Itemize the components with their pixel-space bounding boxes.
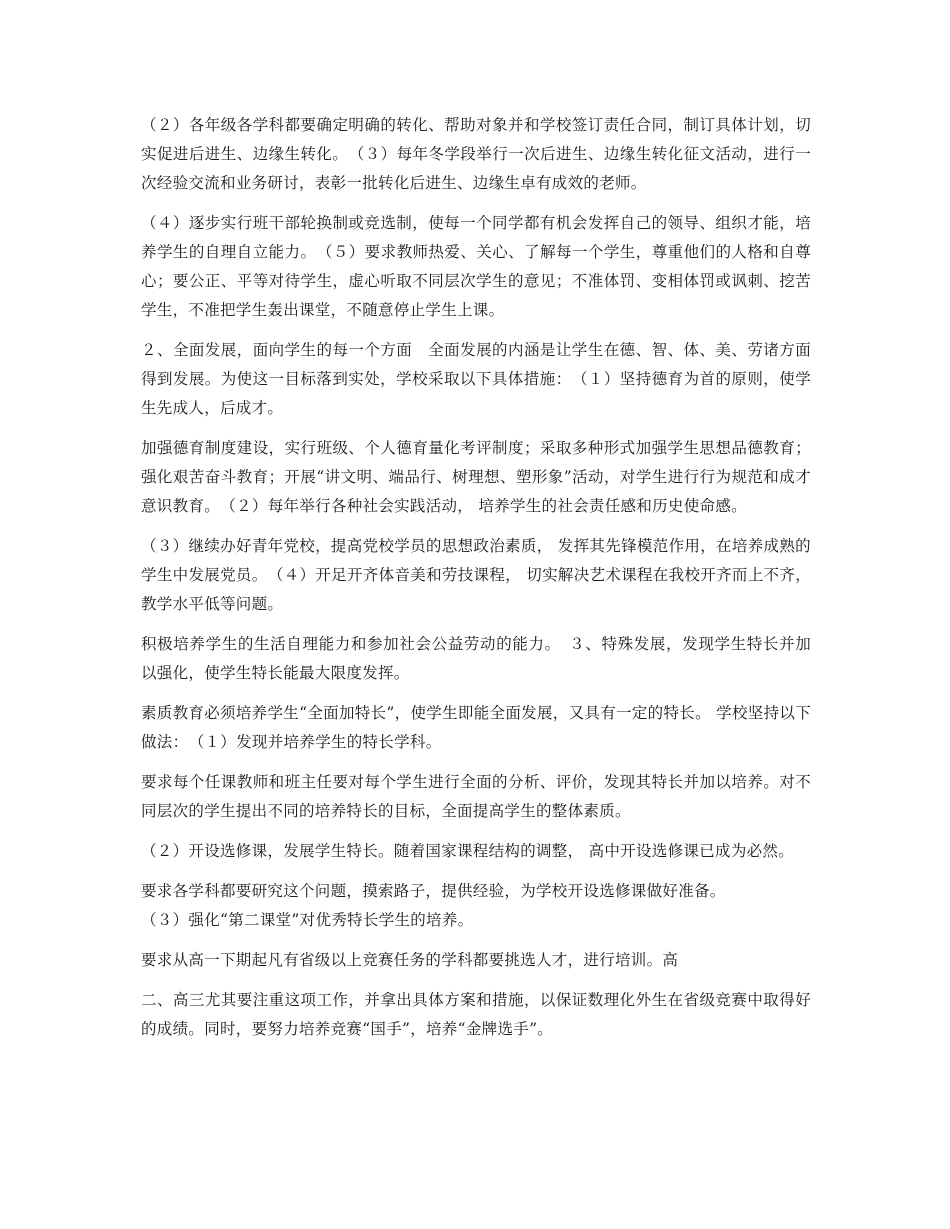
paragraph-1: （２）各年级各学科都要确定明确的转化、帮助对象并和学校签订责任合同，制订具体计划，切实促进后进生、边缘生转化。 （３）每年冬学段举行一次后进生、边缘生转化征文活动，进行一次经验交流和业务研讨，表彰一批转化后进生、边缘生卓有成效的老师。 — [141, 116, 811, 192]
paragraph-9: （２）开设选修课，发展学生特长。随着国家课程结构的调整， 高中开设选修课已成为必然。 — [141, 842, 795, 860]
document-body — [141, 111, 811, 1055]
paragraph-8: 要求每个任课教师和班主任要对每个学生进行全面的分析、评价，发现其特长并加以培养。对不同层次的学生提出不同的培养特长的目标，全面提高学生的整体素质。 — [141, 773, 811, 820]
paragraph-6: 积极培养学生的生活自理能力和参加社会公益劳动的能力。 ３、特殊发展，发现学生特长并加以强化，使学生特长能最大限度发挥。 — [141, 635, 811, 682]
paragraph-12: 要求从高一下期起凡有省级以上竞赛任务的学科都要挑选人才，进行培训。高 — [141, 951, 679, 969]
paragraph-3: ２、全面发展，面向学生的每一个方面 全面发展的内涵是让学生在德、智、体、美、劳诸方面得到发展。为使这一目标落到实处，学校采取以下具体措施： （１）坚持德育为首的原则，使学生先成人，后成才。 — [141, 341, 811, 417]
paragraph-13: 二、高三尤其要注重这项工作，并拿出具体方案和措施，以保证数理化外生在省级竞赛中取得好的成绩。同时，要努力培养竞赛“国手”，培养“金牌选手”。 — [141, 991, 811, 1038]
paragraph-7: 素质教育必须培养学生“全面加特长”，使学生即能全面发展，又具有一定的特长。 学校坚持以下做法： （１）发现并培养学生的特长学科。 — [141, 704, 811, 751]
paragraph-11: （３）强化“第二课堂”对优秀特长学生的培养。 — [141, 911, 474, 929]
paragraph-2: （４）逐步实行班干部轮换制或竞选制，使每一个同学都有机会发挥自己的领导、组织才能，培养学生的自理自立能力。 （５）要求教师热爱、关心、了解每一个学生，尊重他们的人格和自尊心；要公正、平等对待学生，虚心听取不同层次学生的意见；不准体罚、变相体罚或讽刺、挖苦学生，不准把学生轰出课堂，不随意停止学生上课。 — [141, 214, 811, 319]
paragraph-4: 加强德育制度建设，实行班级、个人德育量化考评制度；采取多种形式加强学生思想品德教育；强化艰苦奋斗教育；开展“讲文明、端品行、树理想、塑形象”活动，对学生进行行为规范和成才意识教育。 （２）每年举行各种社会实践活动， 培养学生的社会责任感和历史使命感。 — [141, 439, 811, 515]
paragraph-10: 要求各学科都要研究这个问题，摸索路子，提供经验，为学校开设选修课做好准备。 — [141, 882, 726, 900]
paragraph-5: （３）继续办好青年党校，提高党校学员的思想政治素质， 发挥其先锋模范作用，在培养成熟的学生中发展党员。 （４）开足开齐体音美和劳技课程， 切实解决艺术课程在我校开齐而上不齐，教学水平低等问题。 — [141, 537, 811, 613]
